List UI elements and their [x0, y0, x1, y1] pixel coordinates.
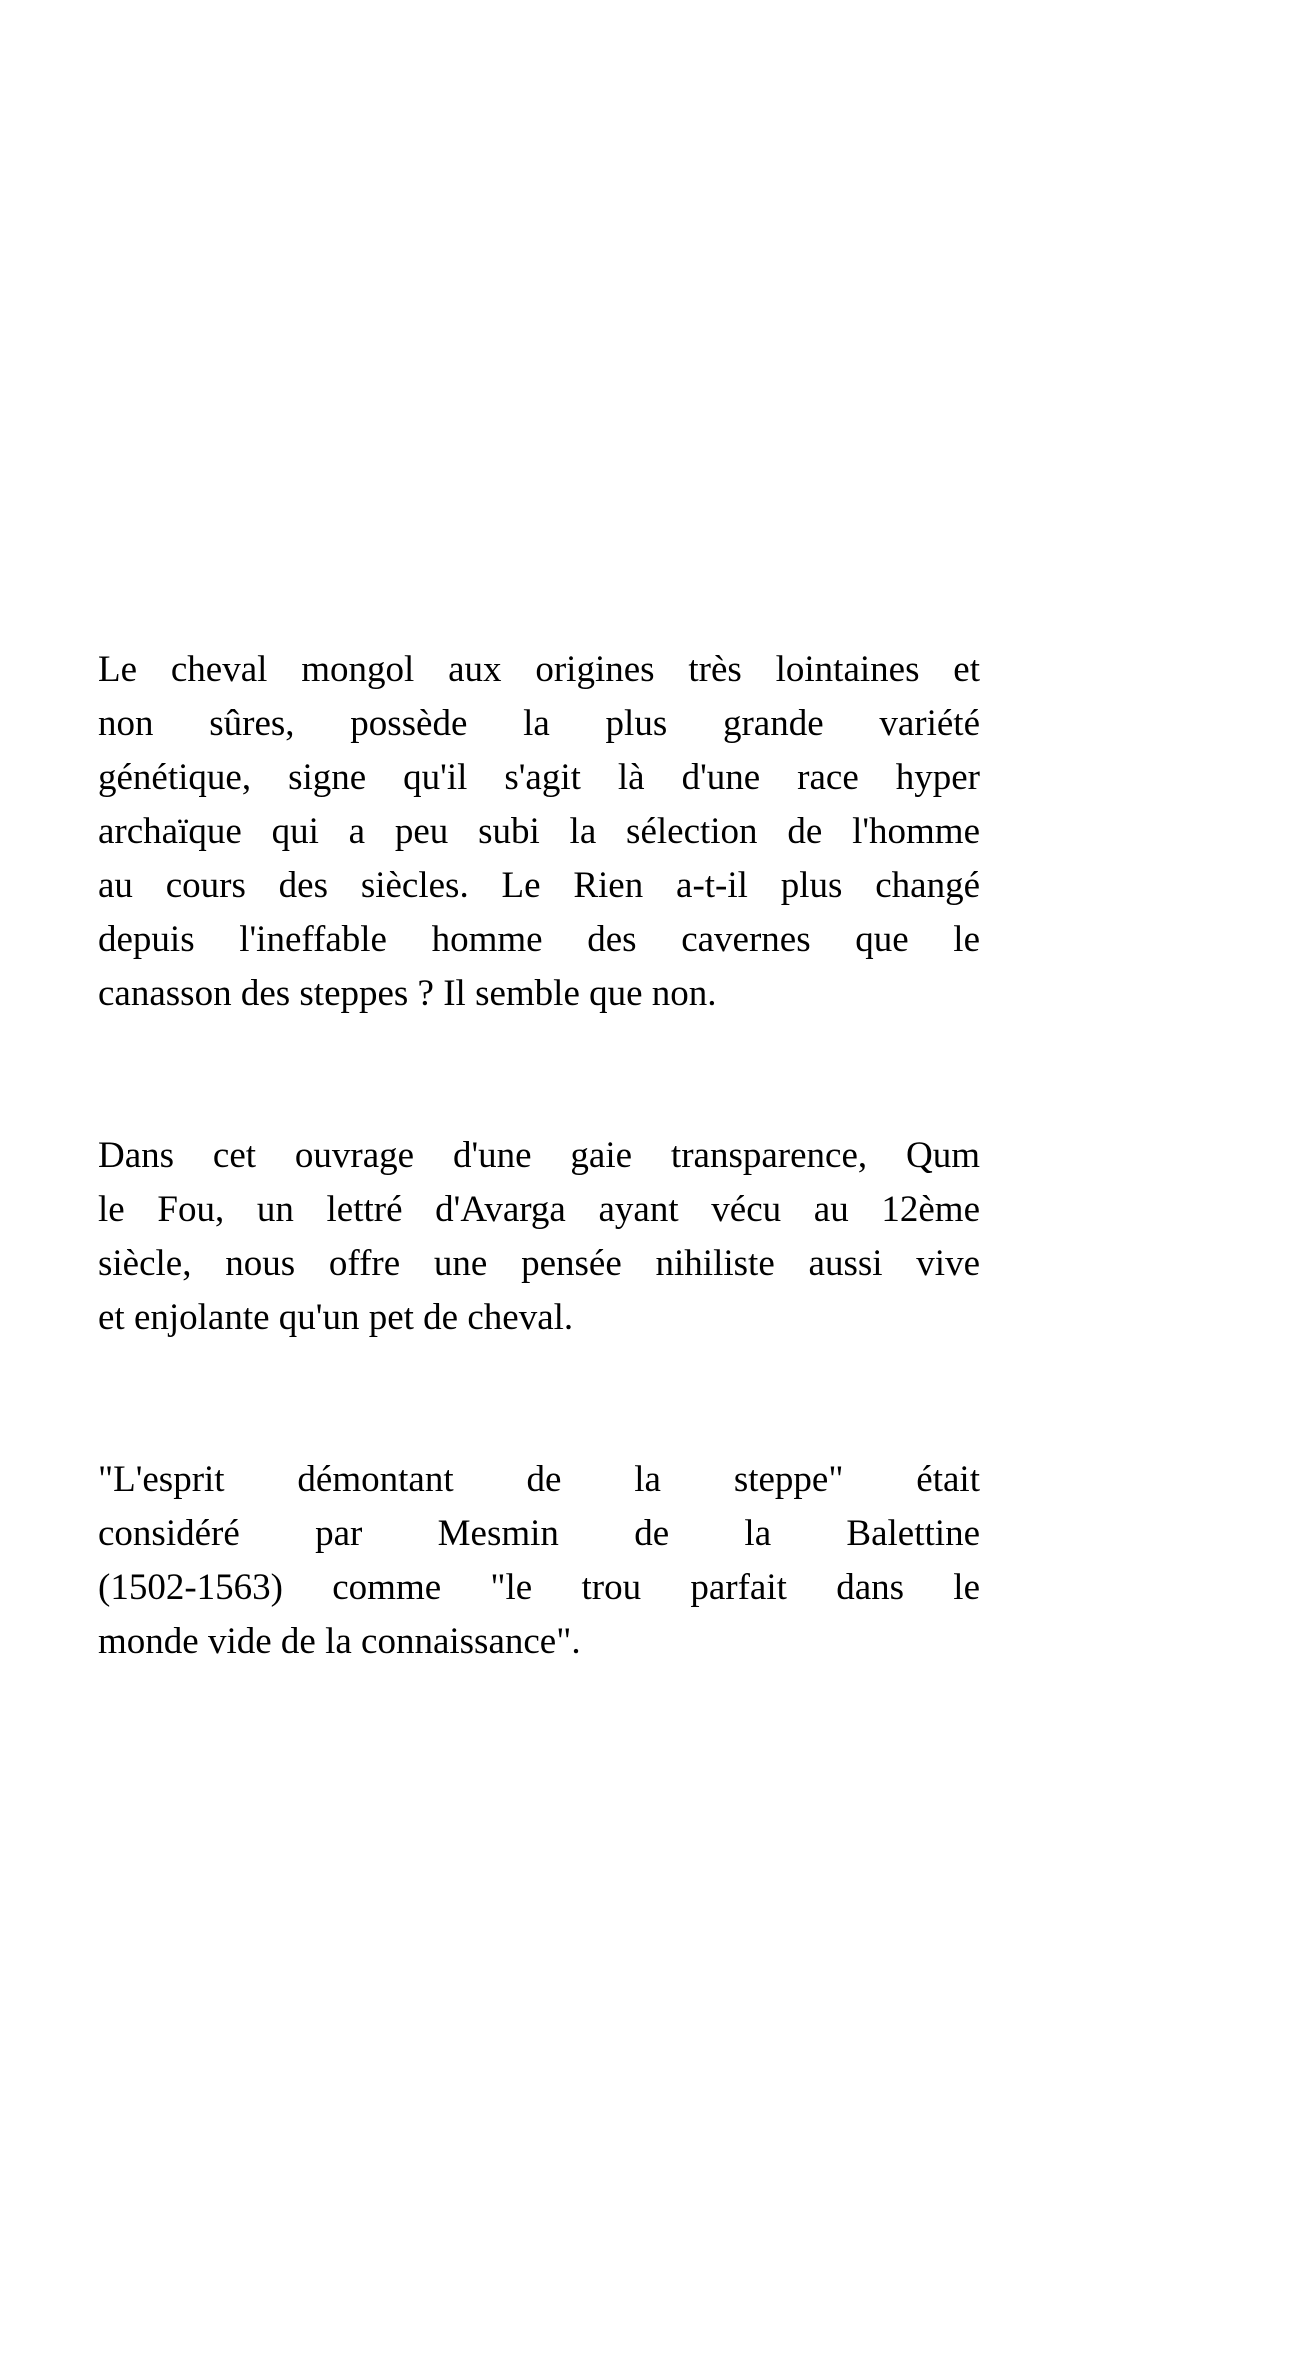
text-line: génétique, signe qu'il s'agit là d'une race hyper — [98, 757, 980, 798]
text-line: Le cheval mongol aux origines très lointaines et — [98, 649, 980, 690]
text-line: canasson des steppes ? Il semble que non. — [98, 973, 717, 1014]
text-line: considéré par Mesmin de la Balettine — [98, 1513, 980, 1554]
paragraph-origins — [98, 643, 980, 1021]
text-line: au cours des siècles. Le Rien a-t-il plus changé — [98, 865, 980, 906]
text-line: archaïque qui a peu subi la sélection de l'homme — [98, 811, 980, 852]
text-column — [98, 643, 980, 1669]
text-line: non sûres, possède la plus grande variété — [98, 703, 980, 744]
text-line: monde vide de la connaissance". — [98, 1621, 581, 1662]
text-line: siècle, nous offre une pensée nihiliste aussi vive — [98, 1243, 980, 1284]
text-line: le Fou, un lettré d'Avarga ayant vécu au 12ème — [98, 1189, 980, 1230]
text-line: et enjolante qu'un pet de cheval. — [98, 1297, 574, 1338]
paragraph-quote — [98, 1453, 980, 1669]
paragraph-qum-le-fou — [98, 1129, 980, 1345]
text-line: "L'esprit démontant de la steppe" était — [98, 1459, 980, 1500]
text-line: depuis l'ineffable homme des cavernes que le — [98, 919, 980, 960]
text-line: (1502-1563) comme "le trou parfait dans le — [98, 1567, 980, 1608]
text-line: Dans cet ouvrage d'une gaie transparence, Qum — [98, 1135, 980, 1176]
